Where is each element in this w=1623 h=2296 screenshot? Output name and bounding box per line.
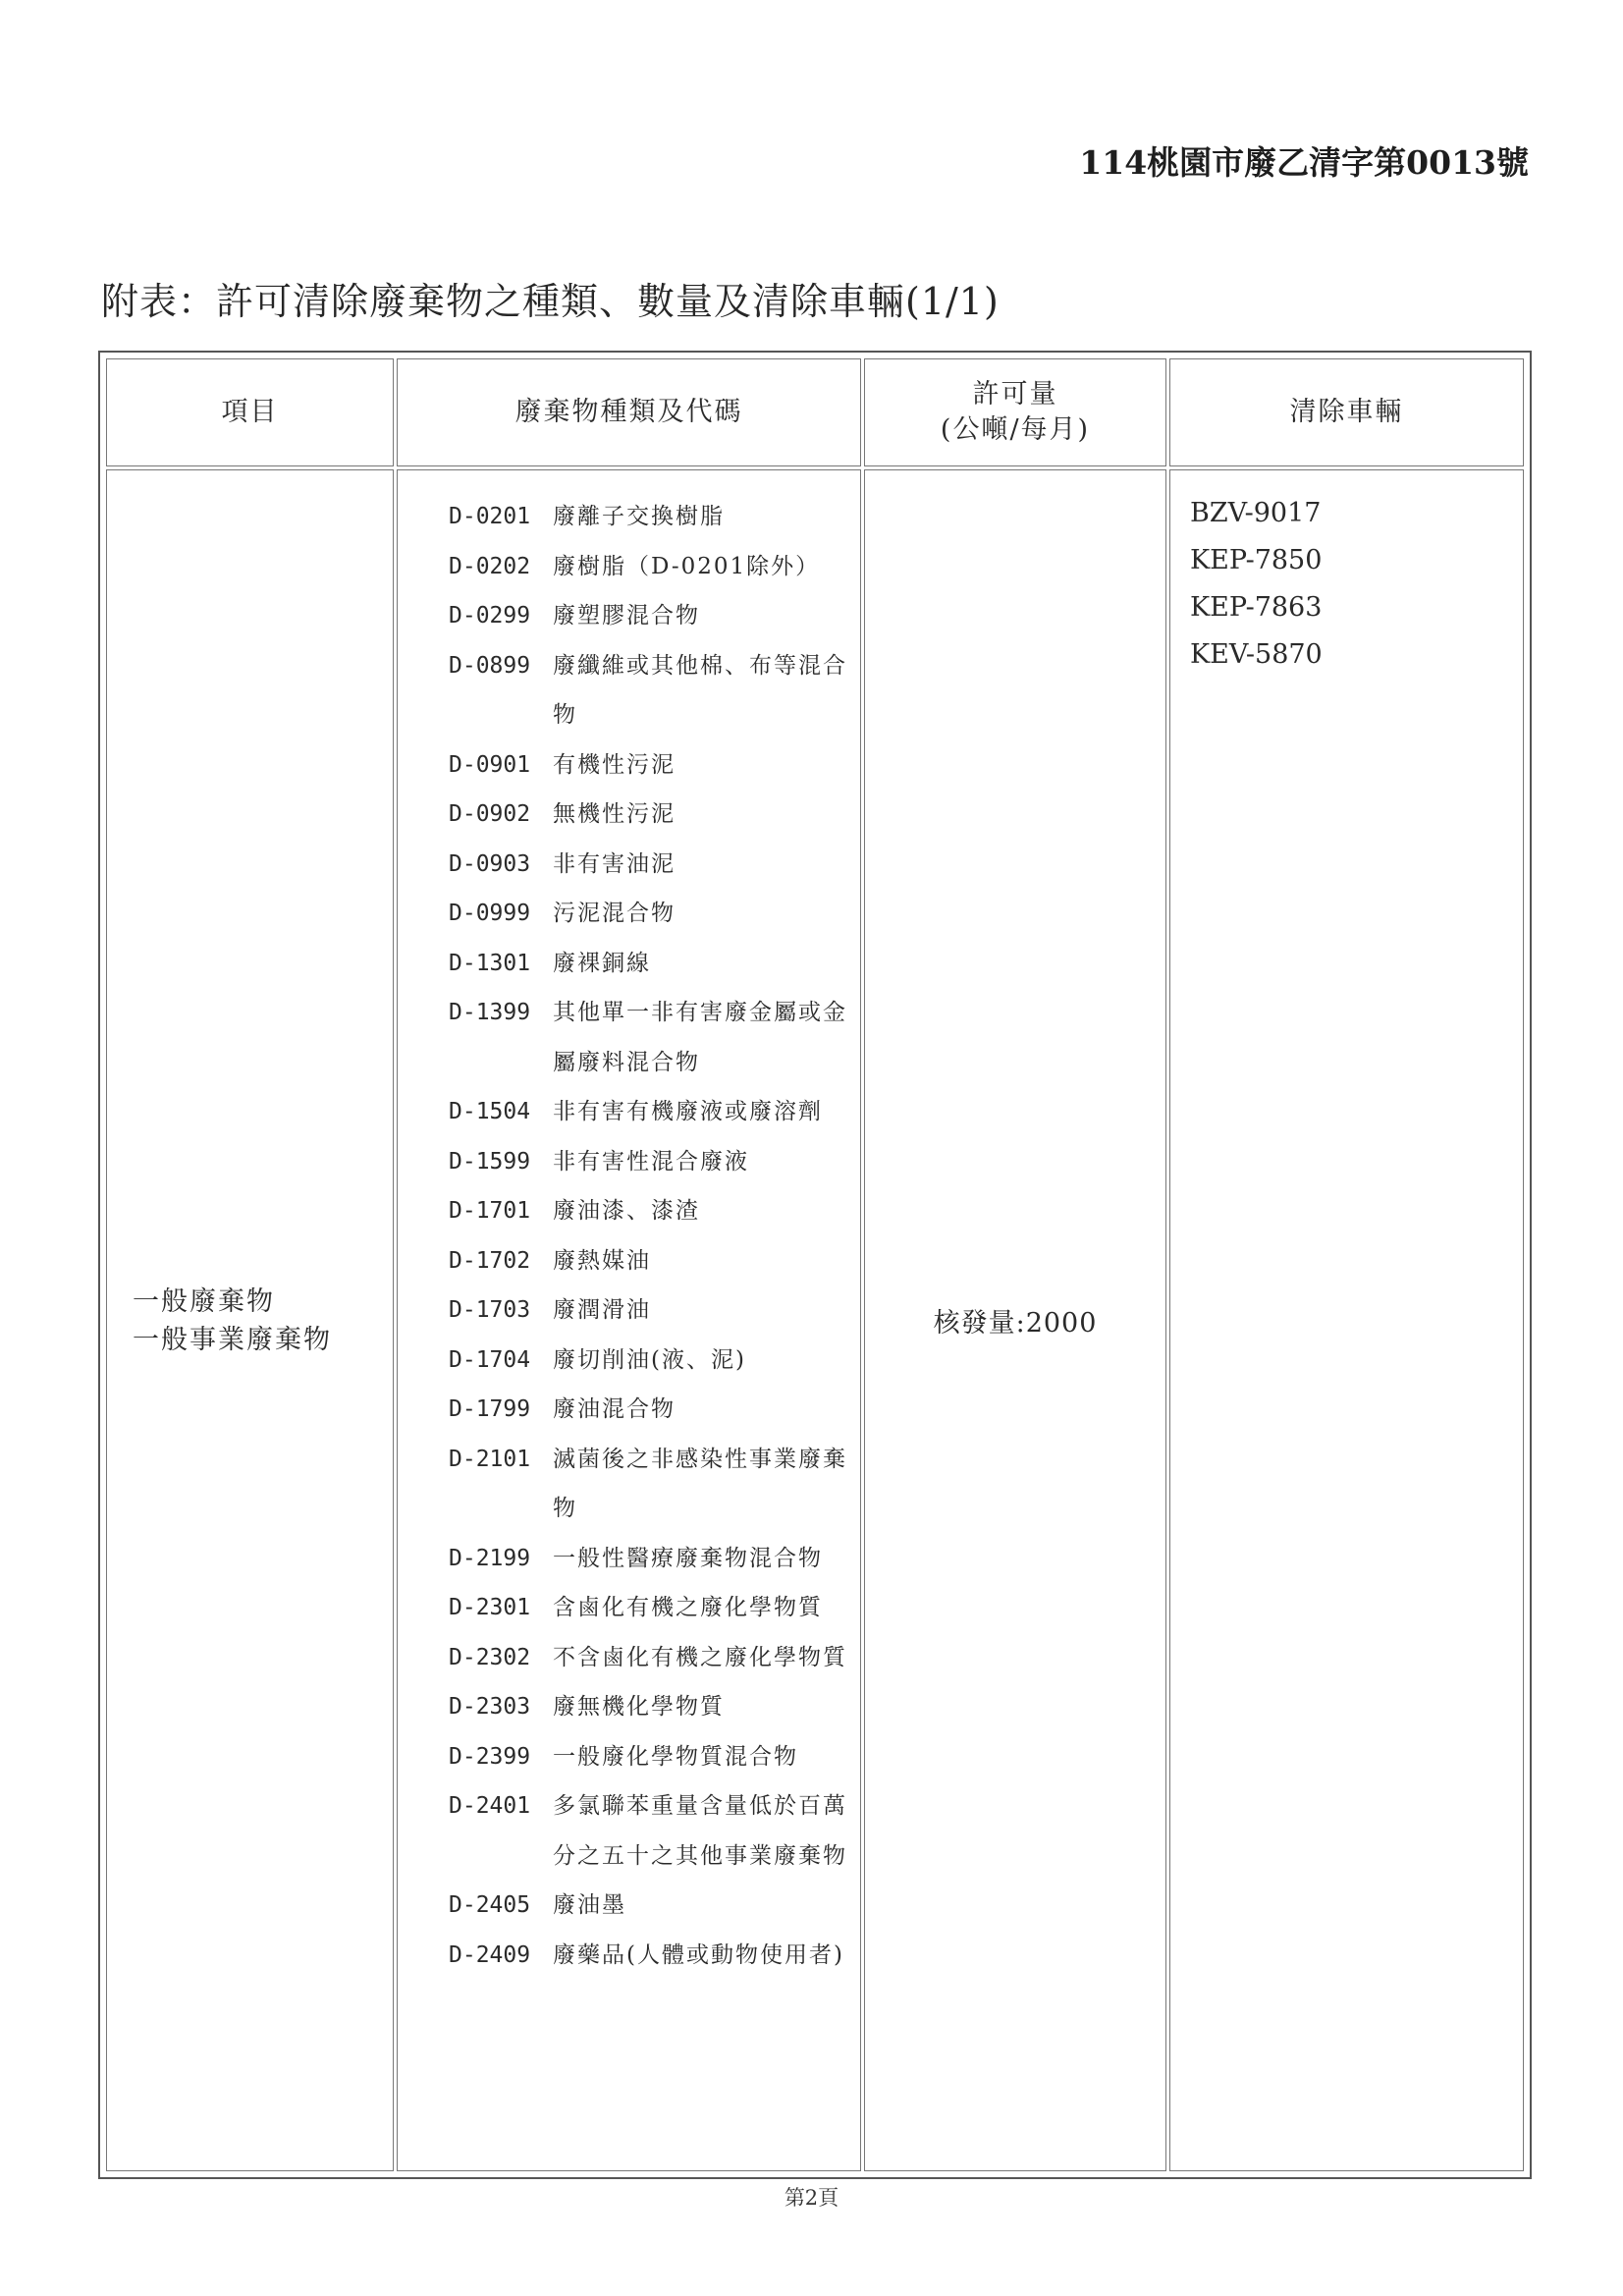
table-row — [106, 469, 1524, 2171]
list-item — [449, 988, 860, 1087]
waste-code: D-0201 — [449, 504, 531, 529]
waste-code: D-1704 — [449, 1346, 531, 1373]
waste-name: 含鹵化有機之廢化學物質 — [553, 1595, 823, 1620]
waste-code: D-1702 — [449, 1247, 531, 1274]
list-item — [449, 1236, 860, 1286]
waste-code: D-2303 — [449, 1694, 531, 1720]
waste-code: D-1599 — [449, 1148, 531, 1175]
header-quantity-label: 許可量 — [972, 379, 1058, 410]
waste-code: D-1504 — [449, 1099, 531, 1124]
list-item — [449, 591, 860, 641]
list-item — [449, 1583, 860, 1633]
waste-name: 廢潤滑油 — [553, 1297, 651, 1323]
waste-code: D-2409 — [449, 1941, 531, 1968]
vehicle-plate: KEV-5870 — [1190, 639, 1323, 670]
list-item — [449, 1633, 860, 1683]
list-item — [449, 1087, 860, 1137]
item-general-industrial-waste: 一般事業廢棄物 — [133, 1324, 332, 1355]
waste-code: D-0901 — [449, 751, 531, 778]
waste-name: 廢熱媒油 — [553, 1247, 651, 1274]
header-vehicles-label: 清除車輛 — [1289, 397, 1404, 427]
list-item — [449, 939, 860, 989]
item-general-waste: 一般廢棄物 — [133, 1285, 275, 1317]
list-item — [449, 1285, 860, 1336]
list-item — [449, 1881, 860, 1931]
waste-name: 無機性污泥 — [553, 801, 676, 827]
list-item — [449, 1732, 860, 1782]
waste-name: 廢油墨 — [553, 1892, 626, 1918]
list-item — [449, 790, 860, 840]
waste-name: 廢無機化學物質 — [553, 1694, 725, 1720]
vehicle-list — [1190, 490, 1523, 679]
list-item — [449, 840, 860, 890]
waste-code: D-0999 — [449, 901, 531, 926]
list-item — [449, 740, 860, 791]
waste-code: D-1703 — [449, 1297, 531, 1323]
vehicles-cell — [1169, 469, 1524, 2171]
header-quantity — [864, 358, 1166, 466]
waste-code: D-2199 — [449, 1545, 531, 1571]
waste-name: 滅菌後之非感染性事業廢棄物 — [553, 1446, 847, 1521]
waste-code: D-2101 — [449, 1446, 531, 1472]
waste-name: 污泥混合物 — [553, 901, 676, 926]
waste-list-cell — [397, 469, 861, 2171]
item-cell — [106, 469, 394, 2171]
waste-code: D-1301 — [449, 950, 531, 976]
waste-name: 廢纖維或其他棉、布等混合物 — [553, 652, 847, 728]
waste-name: 廢裸銅線 — [553, 950, 651, 976]
waste-name: 非有害油泥 — [553, 850, 676, 877]
quantity-cell — [864, 469, 1166, 2171]
quantity-value: 核發量:2000 — [933, 1308, 1098, 1339]
list-item — [449, 542, 860, 592]
page-number: 第2頁 — [784, 2186, 839, 2210]
waste-code: D-2302 — [449, 1644, 531, 1670]
waste-code: D-1701 — [449, 1198, 531, 1224]
waste-name: 廢切削油(液、泥) — [553, 1346, 746, 1373]
list-item — [449, 889, 860, 939]
waste-name: 不含鹵化有機之廢化學物質 — [553, 1644, 847, 1670]
waste-name: 有機性污泥 — [553, 751, 676, 778]
list-item — [449, 1435, 860, 1534]
list-item — [449, 1534, 860, 1584]
list-item — [449, 1931, 860, 1981]
waste-name: 廢油漆、漆渣 — [553, 1198, 700, 1224]
list-item — [449, 1781, 860, 1881]
waste-list — [449, 492, 860, 1980]
header-vehicles — [1169, 358, 1524, 466]
header-item-label: 項目 — [221, 397, 279, 427]
waste-name: 一般性醫療廢棄物混合物 — [553, 1545, 823, 1571]
waste-name: 廢塑膠混合物 — [553, 603, 700, 629]
waste-code: D-0202 — [449, 553, 531, 579]
table-header-row — [106, 358, 1524, 466]
waste-code: D-2401 — [449, 1793, 531, 1819]
vehicle-plate: KEP-7850 — [1190, 545, 1323, 575]
waste-code: D-0902 — [449, 801, 531, 827]
waste-code: D-2301 — [449, 1595, 531, 1620]
vehicle-plate: KEP-7863 — [1190, 592, 1323, 623]
waste-code: D-1799 — [449, 1396, 531, 1422]
vehicle-plate: BZV-9017 — [1190, 498, 1322, 528]
list-item — [449, 641, 860, 740]
waste-code: D-1399 — [449, 1000, 531, 1025]
waste-name: 廢藥品(人體或動物使用者) — [553, 1941, 844, 1968]
header-waste-type — [397, 358, 861, 466]
waste-code: D-2399 — [449, 1743, 531, 1770]
waste-code: D-2405 — [449, 1892, 531, 1918]
waste-code: D-0903 — [449, 850, 531, 877]
waste-code: D-0299 — [449, 603, 531, 629]
waste-code: D-0899 — [449, 652, 531, 679]
permit-number: 114桃園市廢乙清字第0013號 — [1079, 143, 1529, 182]
waste-name: 廢離子交換樹脂 — [553, 504, 725, 529]
list-item — [449, 492, 860, 542]
list-item — [449, 1186, 860, 1236]
waste-name: 非有害有機廢液或廢溶劑 — [553, 1099, 823, 1124]
list-item — [449, 1137, 860, 1187]
permit-table — [103, 355, 1527, 2174]
permit-table-frame — [98, 351, 1532, 2179]
list-item — [449, 1336, 860, 1386]
list-item — [449, 1682, 860, 1732]
waste-name: 一般廢化學物質混合物 — [553, 1743, 798, 1770]
header-item — [106, 358, 394, 466]
waste-name: 非有害性混合廢液 — [553, 1148, 749, 1175]
waste-name: 多氯聯苯重量含量低於百萬分之五十之其他事業廢棄物 — [553, 1793, 847, 1869]
waste-name: 其他單一非有害廢金屬或金屬廢料混合物 — [553, 1000, 847, 1075]
waste-name: 廢樹脂（D-0201除外） — [553, 553, 821, 579]
header-quantity-unit: (公噸/每月) — [940, 414, 1091, 445]
header-waste-type-label: 廢棄物種類及代碼 — [514, 397, 743, 427]
document-title: 附表：許可清除廢棄物之種類、數量及清除車輛(1/1) — [101, 280, 1000, 323]
waste-name: 廢油混合物 — [553, 1396, 676, 1422]
list-item — [449, 1385, 860, 1435]
